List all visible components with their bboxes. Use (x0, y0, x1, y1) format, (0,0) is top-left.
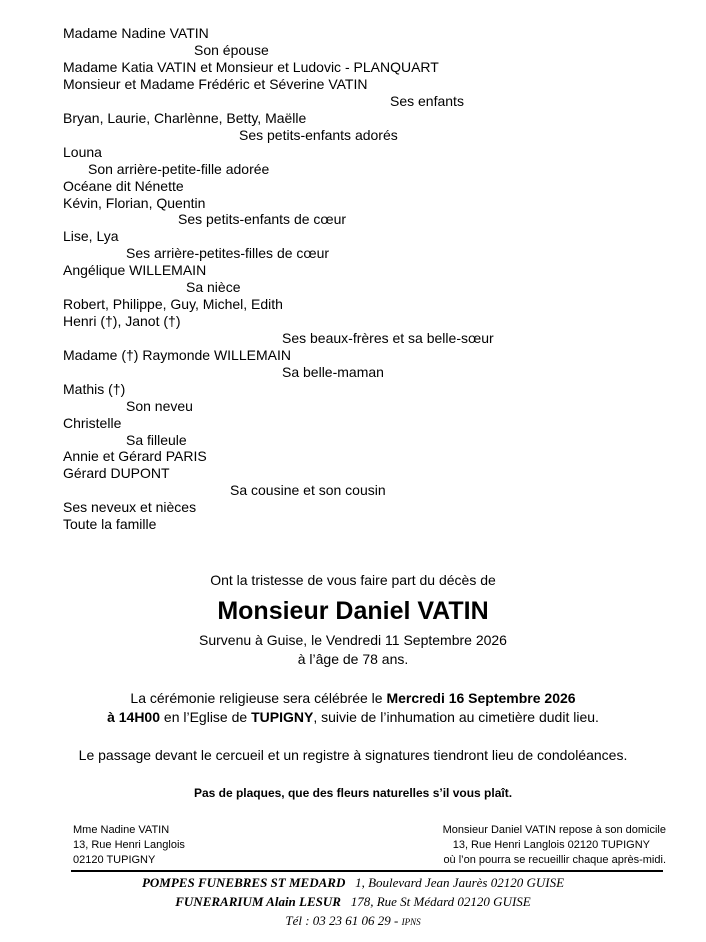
ceremony-line-2 (0, 709, 706, 726)
relationship-label: Sa filleule (126, 432, 187, 448)
footer-line-1 (0, 874, 706, 891)
family-member: Bryan, Laurie, Charlènne, Betty, Maëlle (63, 110, 307, 126)
relationship-label: Sa nièce (186, 279, 241, 295)
ceremony-place: TUPIGNY (251, 709, 314, 725)
relationship-label: Son arrière-petite-fille adorée (88, 161, 270, 177)
ceremony-text: en l’Eglise de (160, 709, 252, 725)
death-line: Survenu à Guise, le Vendredi 11 Septembre 2026 (199, 632, 507, 648)
intro-line: Ont la tristesse de vous faire part du décès de (210, 572, 496, 588)
family-member: Gérard DUPONT (63, 465, 170, 481)
family-member: Madame Nadine VATIN (63, 25, 209, 41)
family-member: Louna (63, 144, 102, 160)
ceremony-date: Mercredi 16 Septembre 2026 (386, 690, 576, 706)
relationship-label: Ses petits-enfants adorés (239, 127, 398, 143)
family-member: Christelle (63, 415, 122, 431)
relationship-label: Ses petits-enfants de cœur (178, 211, 347, 227)
address-line: Mme Nadine VATIN (73, 824, 170, 836)
family-member: Robert, Philippe, Guy, Michel, Edith (63, 296, 283, 312)
relationship-label: Ses arrière-petites-filles de cœur (126, 245, 330, 261)
family-member: Madame (†) Raymonde WILLEMAIN (63, 347, 291, 363)
address-line: 13, Rue Henri Langlois (73, 839, 185, 851)
rest-line: où l’on pourra se recueillir chaque après-midi. (443, 854, 666, 866)
family-member: Monsieur et Madame Frédéric et Séverine VATIN (63, 76, 368, 92)
ceremony-text: La cérémonie religieuse sera célébrée le (130, 690, 387, 706)
family-member: Mathis (†) (63, 381, 126, 397)
rest-line: 13, Rue Henri Langlois 02120 TUPIGNY (452, 839, 650, 851)
address-line: 02120 TUPIGNY (73, 854, 156, 866)
funerarium-name: FUNERARIUM Alain LESUR (175, 894, 341, 909)
phone: Tél : 03 23 61 06 29 - (285, 913, 399, 928)
relationship-label: Son épouse (194, 42, 269, 58)
relationship-label: Sa cousine et son cousin (230, 482, 386, 498)
funeral-home-name: POMPES FUNEBRES ST MEDARD (141, 875, 346, 890)
relationship-label: Ses enfants (390, 93, 464, 109)
family-member: Lise, Lya (63, 228, 119, 244)
condolences-line: Le passage devant le cercueil et un registre à signatures tiendront lieu de condoléances. (78, 747, 628, 763)
deceased-name: Monsieur Daniel VATIN (217, 597, 489, 625)
footer-line-3 (0, 912, 706, 931)
relationship-label: Sa belle-maman (282, 364, 384, 380)
relationship-label: Ses beaux-frères et sa belle-sœur (282, 330, 494, 346)
family-member: Océane dit Nénette (63, 178, 184, 194)
rest-line: Monsieur Daniel VATIN repose à son domicile (442, 824, 666, 836)
family-member: Annie et Gérard PARIS (63, 448, 207, 464)
relationship-label: Son neveu (126, 398, 193, 414)
ceremony-line-1 (0, 690, 706, 707)
age-line: à l’âge de 78 ans. (297, 651, 409, 667)
flowers-line: Pas de plaques, que des fleurs naturelles s’il vous plaît. (193, 786, 513, 800)
family-member: Madame Katia VATIN et Monsieur et Ludovic - PLANQUART (63, 59, 439, 75)
funerarium-address: 178, Rue St Médard 02120 GUISE (350, 894, 531, 909)
ipns-mark: IPNS (401, 917, 421, 927)
divider (71, 870, 663, 872)
family-member: Toute la famille (63, 516, 157, 532)
ceremony-time: à 14H00 (107, 709, 161, 725)
family-member: Angélique WILLEMAIN (63, 262, 207, 278)
ceremony-text: , suivie de l’inhumation au cimetière dudit lieu. (313, 709, 599, 725)
family-member: Ses neveux et nièces (63, 499, 197, 515)
family-member: Kévin, Florian, Quentin (63, 195, 206, 211)
funeral-home-address: 1, Boulevard Jean Jaurès 02120 GUISE (355, 875, 565, 890)
family-member: Henri (†), Janot (†) (63, 313, 181, 329)
footer-line-2 (0, 893, 706, 910)
